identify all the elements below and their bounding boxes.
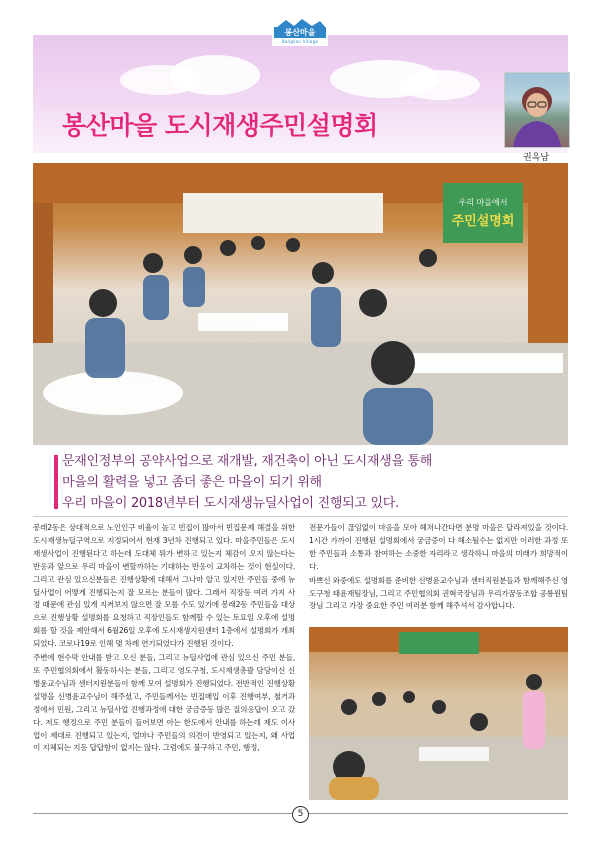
lead-text [62, 451, 562, 514]
logo-name: 봉산마을 [274, 27, 326, 38]
divider [33, 516, 568, 517]
paragraph: 주변에 현수막 안내를 받고 오신 분들, 그리고 뉴딜사업에 관심 있으신 주민 분들, 또 주민협의회에서 활동하시는 분들, 그리고 영도구청, 도시재생총괄 담당이신 신병윤교수님과 센터지원분들이 함께 모여 설명회가 진행되었다. 전반적인 진행상황 설명을 신병윤교수님이 해주셨고, 주민들께서는 빈집매입 이후 진행여부, 철거과정에서 민원, 그리고 뉴딜사업 진행과정에 대한 궁금증등 많은 질의응답이 오고 갔다. 저도 행정으로 주민 분들이 들어보면 아는 한도에서 안내를 하는데 제도 이사업이 제대로 진행되고 있는지, 얼마나 주민들의 의견이 반영되고 있는지, 왜 사업이 지체되는 지등 답답함이 없지는 않다. 그럼에도 불구하고 주민, 행정, [33, 653, 295, 753]
banner-line2: 주민설명회 [451, 214, 515, 229]
lead-line: 우리 마을이 2018년부터 도시재생뉴딜사업이 진행되고 있다. [62, 496, 399, 511]
meeting-scene-illustration [33, 163, 568, 445]
presentation-photo [309, 627, 568, 800]
presentation-scene-illustration [309, 627, 568, 800]
person-portrait-icon [505, 73, 569, 147]
banner-line1: 우리 마을에서 [458, 198, 508, 207]
logo-subtitle: Bongsan Village [281, 39, 319, 44]
paragraph: 봉래2동은 상대적으로 노인인구 비율이 높고 빈집이 많아서 빈집문제 해결을 위한 도시재생뉴딜구역으로 지정되어서 현재 3년차 진행되고 있다. 마을주민들은 도시재생사업이 진행된다고 하는데 도대체 뭐가 변하고 있는지 체감이 오지 않는다는 반응과 앞으로 우리 마을이 변할까하는 기대하는 반응이 교차하는 것이 현실이다. 그리고 관심 있으신분들은 진행상황에 대해서 그나마 알고 있지만 주민들 중에 뉴딜사업이 어떻게 진행되는지 잘 모르는 분들이 많다. 그래서 직장등 여러 가지 사정 때문에 관심 있게 지켜보지 않으면 잘 모를 수도 있기에 봉래2동 주민들을 대상으로 진행상황 설명회를 요청하고 직장인들도 함께할 수 있는 토요일 오후에 설명회를 할 것을 제안해서 6월26일 오후에 도시재생지원센터 1층에서 설명회가 개최되었다. 코로나19로 인해 몇 차례 연기되었다가 진행된 것이다. [33, 523, 295, 649]
page-title: 봉산마을 도시재생주민설명회 [62, 111, 378, 140]
page-number: 5 [292, 806, 309, 823]
paragraph: 바쁘신 와중에도 설명회를 준비한 신병윤교수님과 센터직원분들과 함께해주신 영도구청 태윤재팀장님, 그리고 주민협의회 권혁국장님과 우리가꿈동조합 공룡원팀장님 그리고 가장 중요한 주민 여러분 함께 해주셔서 감사합니다. [309, 575, 568, 611]
lead-line: 문재인정부의 공약사업으로 재개발, 재건축이 아닌 도시재생을 통해 [62, 454, 433, 469]
paragraph: 전문가들이 끊임없이 마음을 모아 헤쳐나간다면 분명 마을은 달라져있을 것이다. 1시간 가까이 진행된 설명회에서 궁금증이 다 해소될수는 없지만 이러한 과정 또한 주민들과 소통과 참여하는 소중한 자리라고 생각하니 마을의 미래가 희망적이다. [309, 523, 568, 571]
meeting-photo [33, 163, 568, 445]
cloud-decoration [170, 55, 260, 95]
cloud-decoration [400, 70, 480, 100]
lead-line: 마을의 활력을 넣고 좀더 좋은 마을이 되기 위해 [62, 475, 322, 490]
lead-accent-bar [54, 455, 58, 509]
village-logo [272, 18, 328, 46]
article-column-right [309, 522, 568, 614]
author-name: 권옥남 [522, 153, 550, 163]
article-column-left [33, 522, 295, 756]
author-portrait [504, 72, 570, 148]
